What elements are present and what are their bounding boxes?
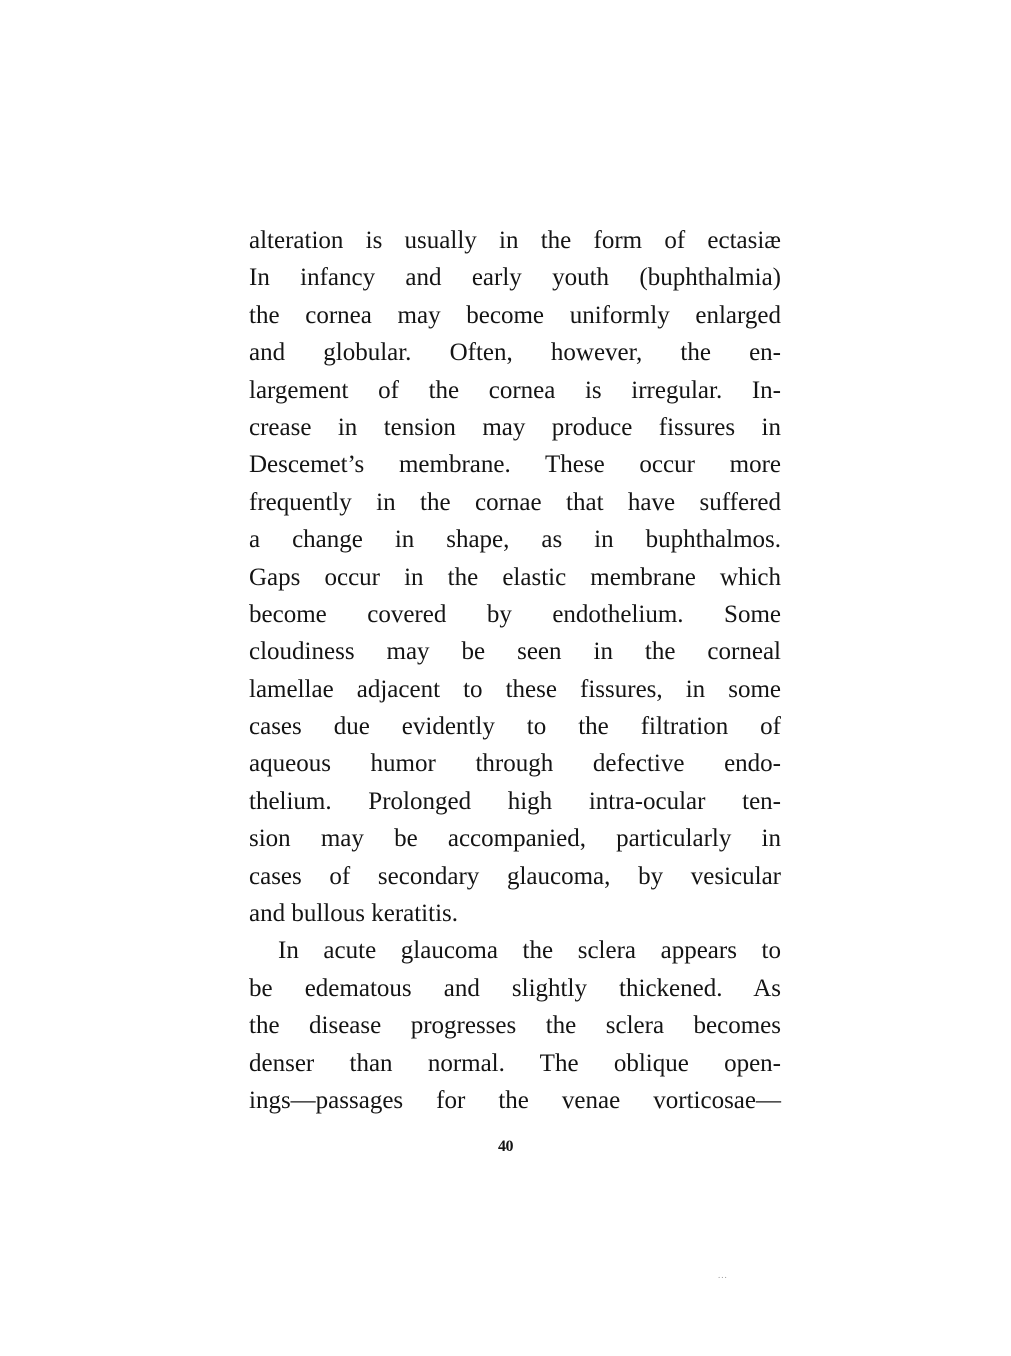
text-line: In acute glaucoma the sclera appears to [278, 937, 781, 965]
text-line: sion may be accompanied, particularly in [249, 825, 781, 853]
text-line: thelium. Prolonged high intra-ocular ten- [249, 787, 781, 815]
text-line: cases due evidently to the filtration of [249, 713, 781, 741]
text-line: crease in tension may produce fissures in [249, 413, 781, 441]
scan-specks: ... [718, 1270, 728, 1280]
text-line: the disease progresses the sclera becomes [249, 1012, 781, 1040]
text-line: Descemet’s membrane. These occur more [249, 451, 781, 479]
text-line: ings—passages for the venae vorticosae— [249, 1086, 781, 1114]
text-line: largement of the cornea is irregular. In- [249, 376, 781, 404]
body-text [249, 222, 781, 1119]
text-line: alteration is usually in the form of ectasiæ [249, 227, 781, 254]
text-line: the cornea may become uniformly enlarged [249, 301, 781, 329]
text-line: cases of secondary glaucoma, by vesicular [249, 862, 781, 890]
text-line: frequently in the cornae that have suffered [249, 488, 781, 516]
text-line: Gaps occur in the elastic membrane which [249, 563, 781, 591]
text-line: a change in shape, as in buphthalmos. [249, 526, 781, 554]
text-line: and bullous keratitis. [249, 900, 458, 928]
text-line: In infancy and early youth (buphthalmia) [249, 264, 781, 292]
text-line: aqueous humor through defective endo- [249, 750, 781, 778]
text-line: denser than normal. The oblique open- [249, 1049, 781, 1077]
text-line: become covered by endothelium. Some [249, 600, 781, 628]
text-line: cloudiness may be seen in the corneal [249, 638, 781, 666]
text-line: and globular. Often, however, the en- [249, 339, 781, 367]
page-number: 40 [498, 1138, 513, 1155]
text-line: be edematous and slightly thickened. As [249, 974, 781, 1002]
text-line: lamellae adjacent to these fissures, in some [249, 675, 781, 703]
